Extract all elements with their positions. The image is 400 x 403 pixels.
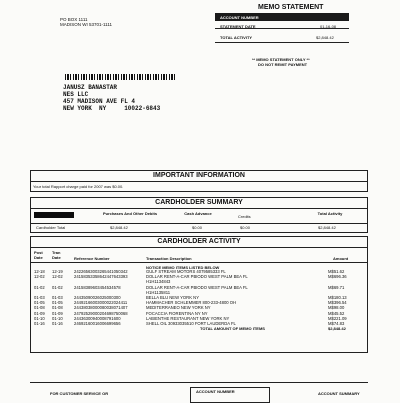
- description-cell: SHELL OIL 30933035510 FORT LAUDERDA FL: [146, 321, 236, 326]
- reference-cell: 24492166003000022024411: [74, 300, 128, 306]
- col-description: Transaction Description: [146, 256, 192, 261]
- amount-cell: M$180.13: [328, 295, 347, 300]
- reference-cell: 24436300940008791600: [74, 315, 121, 321]
- post-date-cell: 12-18: [34, 269, 45, 274]
- memo-notice-line2: DO NOT REMIT PAYMENT: [258, 62, 308, 67]
- post-date-cell: 01-08: [34, 305, 45, 311]
- col-cash: Cash Advance: [184, 211, 212, 216]
- activity-notice: NOTICE MEMO ITEMS LISTED BELOW: [146, 265, 220, 270]
- description-cell: DOLLAR RENT-A-CAR PBIODO WEST PALM BEA FL: [146, 274, 248, 280]
- description-cell: HAMMACHER SCHLEMMER 800-233-4800 OH: [146, 300, 237, 306]
- description-cell: H1H1134843: [146, 279, 171, 285]
- important-info-text: Your total Rapport charge paid for 2007 was $0.00.: [33, 184, 124, 189]
- return-address-line1: PO BOX 1111: [60, 17, 88, 22]
- cardholder-summary-title: CARDHOLDER SUMMARY: [155, 199, 243, 206]
- memo-notice-line1: ** MEMO STATEMENT ONLY **: [252, 57, 310, 62]
- col-post-date: Post Date: [34, 250, 43, 260]
- post-date-cell: 01-10: [34, 315, 45, 321]
- amount-cell: M$221.09: [328, 315, 347, 321]
- activity-total-label: TOTAL AMOUNT OF MEMO ITEMS: [200, 326, 265, 331]
- description-cell: FOCACCIA FIORENTINA NY NY: [146, 310, 208, 316]
- tran-date-cell: 01-09: [52, 310, 63, 316]
- total-activity-label: TOTAL ACTIVITY: [220, 35, 253, 40]
- amount-cell: M$74.83: [328, 321, 345, 326]
- total-activity-divider: [215, 42, 349, 43]
- col-credits: Credits: [238, 214, 251, 219]
- tran-date-cell: 12-02: [52, 274, 63, 280]
- summary-row-label: Cardholder Total: [36, 225, 66, 230]
- description-cell: MEDITERRANEO NEW YORK NY: [146, 305, 211, 311]
- tran-date-cell: 01-16: [52, 321, 63, 326]
- description-cell: DOLLAR RENT-A-CAR PBIODO WEST PALM BEA FL: [146, 284, 248, 290]
- tran-date-cell: 12-19: [52, 269, 63, 274]
- amount-cell: M$98.00: [328, 305, 345, 311]
- summary-purchases: $2,848.42: [110, 225, 128, 230]
- recipient-line4: NEW YORK NY 10022-6843: [63, 105, 161, 112]
- footer-customer-service: FOR CUSTOMER SERVICE OR: [50, 391, 109, 396]
- post-date-cell: 12-02: [34, 274, 45, 280]
- description-cell: LABIENTHE RESTAURANT NEW YORK NY: [146, 315, 230, 321]
- recipient-line3: 457 MADISON AVE FL 4: [63, 98, 136, 105]
- col-amount: Amount: [333, 256, 349, 261]
- reference-cell: 24438038000080038071407: [74, 305, 128, 311]
- tran-date-cell: 01-10: [52, 315, 63, 321]
- return-address-line2: MADISON WI 53701-1111: [60, 22, 113, 27]
- important-info-divider: [30, 181, 368, 182]
- description-cell: BELLA BLU NEW YORK NY: [146, 295, 199, 300]
- summary-total: $2,848.42: [318, 225, 336, 230]
- reference-cell: 24692160016006699656: [74, 321, 121, 326]
- activity-total-value: $2,848.42: [328, 326, 346, 331]
- postal-barcode: [65, 74, 175, 80]
- tran-date-cell: 01-05: [52, 300, 63, 306]
- reference-cell: 24158353358642447643393: [74, 274, 128, 280]
- amount-cell: M$396.54: [328, 300, 347, 306]
- reference-cell: 24435090026025000300: [74, 295, 121, 300]
- cardholder-activity-title: CARDHOLDER ACTIVITY: [157, 238, 241, 245]
- activity-title-divider: [30, 247, 368, 248]
- col-purchases: Purchases And Other Debits: [102, 211, 158, 216]
- statement-title: MEMO STATEMENT: [258, 4, 324, 11]
- activity-header-divider: [30, 262, 368, 263]
- col-reference: Reference Number: [74, 256, 110, 261]
- reference-cell: 24158389603454534578: [74, 284, 121, 290]
- account-number-label: ACCOUNT NUMBER: [220, 15, 259, 20]
- tran-date-cell: 01-02: [52, 284, 63, 290]
- post-date-cell: 01-02: [34, 284, 45, 290]
- post-date-cell: 01-03: [34, 295, 45, 300]
- amount-cell: M$45.52: [328, 310, 345, 316]
- recipient-line2: NES LLC: [63, 91, 89, 98]
- summary-cash: $0.00: [192, 225, 203, 230]
- description-cell: H1H1135811: [146, 289, 171, 295]
- footer-divider: [30, 382, 368, 383]
- footer-account-number-label: ACCOUNT NUMBER: [196, 389, 235, 394]
- tran-date-cell: 01-08: [52, 305, 63, 311]
- statement-date-label: STATEMENT DATE: [220, 24, 256, 29]
- reference-cell: 24792529000204698750068: [74, 310, 128, 316]
- post-date-cell: 01-05: [34, 300, 45, 306]
- summary-header-divider: [30, 223, 368, 224]
- summary-credits: $0.00: [240, 225, 251, 230]
- tran-date-cell: 01-03: [52, 295, 63, 300]
- reference-cell: 24226563003265441050342: [74, 269, 128, 274]
- amount-cell: M$51.62: [328, 269, 345, 274]
- post-date-cell: 01-09: [34, 310, 45, 316]
- description-cell: GULF STREAM MOTORS 4079585333 FL: [146, 269, 226, 274]
- important-info-title: IMPORTANT INFORMATION: [153, 172, 245, 179]
- total-activity-value: $2,848.42: [316, 35, 334, 40]
- redacted-cardholder-name: [34, 212, 74, 218]
- footer-account-summary-label: ACCOUNT SUMMARY: [318, 391, 360, 396]
- amount-cell: M$69.71: [328, 284, 345, 290]
- summary-title-divider: [30, 208, 368, 209]
- statement-date-value: 01-16-08: [320, 24, 337, 29]
- post-date-cell: 01-16: [34, 321, 45, 326]
- amount-cell: M$696.36: [328, 274, 347, 280]
- col-total: Total Activity: [317, 211, 343, 216]
- col-tran-date: Tran Date: [52, 250, 61, 260]
- recipient-line1: JANUSZ BANASTAR: [63, 84, 118, 91]
